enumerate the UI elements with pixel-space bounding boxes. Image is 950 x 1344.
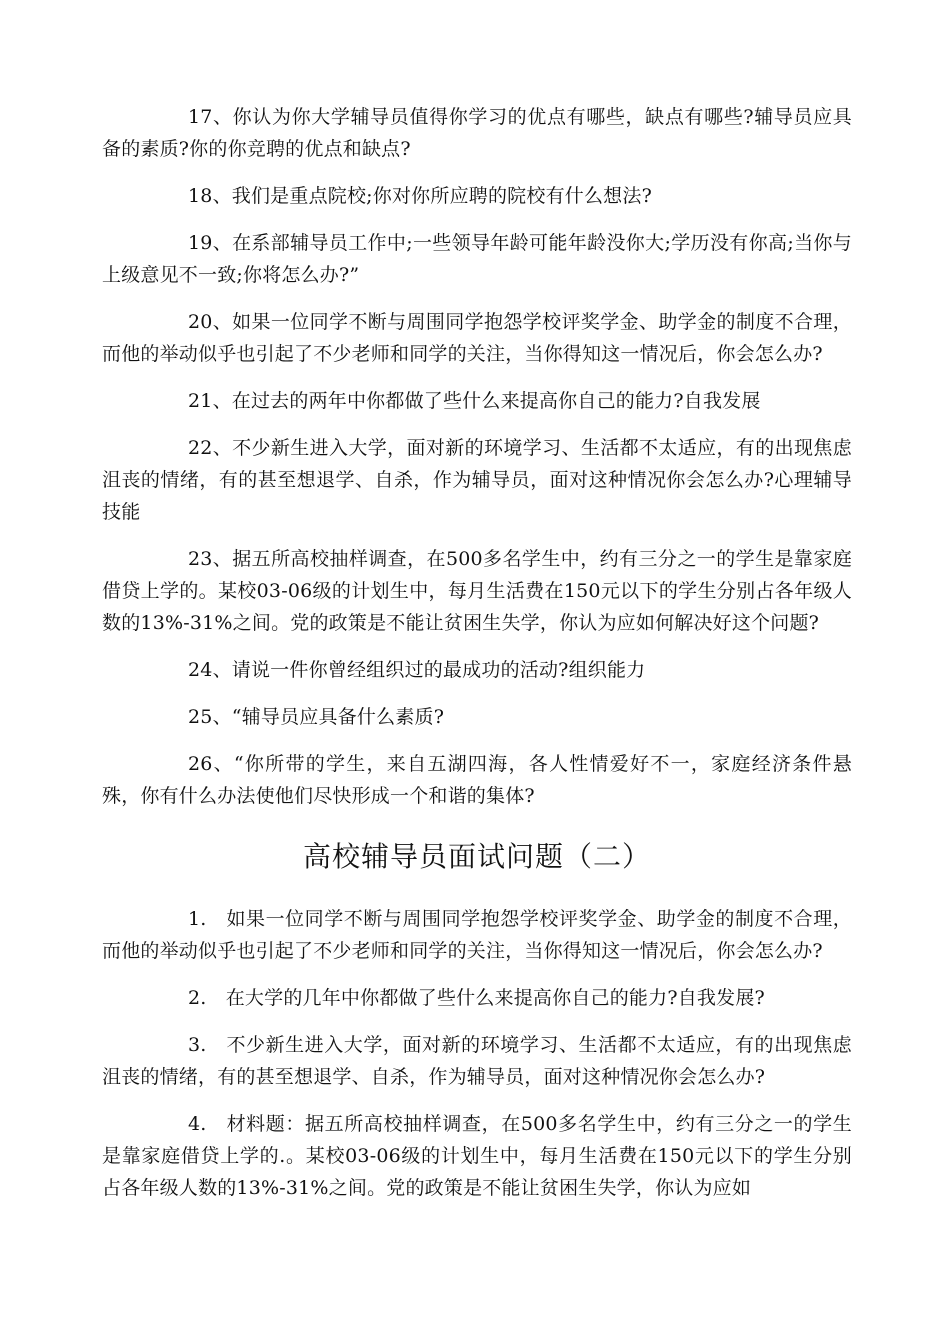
part-two-question-4: 4. 材料题：据五所高校抽样调查，在500多名学生中，约有三分之一的学生是靠家庭借贷上学的.。某校03-06级的计划生中，每月生活费在150元以下的学生分别占各年级人数的13%-31%之间。党的政策是不能让贫困生失学，你认为应如 [102,1113,852,1199]
question-23: 23、据五所高校抽样调查，在500多名学生中，约有三分之一的学生是靠家庭借贷上学的。某校03-06级的计划生中，每月生活费在150元以下的学生分别占各年级人数的13%-31%之间。党的政策是不能让贫困生失学，你认为应如何解决好这个问题? [102,548,852,634]
question-20: 20、如果一位同学不断与周围同学抱怨学校评奖学金、助学金的制度不合理，而他的举动似乎也引起了不少老师和同学的关注，当你得知这一情况后，你会怎么办? [102,311,852,365]
part-two-question-2: 2. 在大学的几年中你都做了些什么来提高你自己的能力?自我发展? [188,987,765,1009]
question-25: 25、“辅导员应具备什么素质? [188,706,445,728]
question-18: 18、我们是重点院校;你对你所应聘的院校有什么想法? [188,185,652,207]
question-22: 22、不少新生进入大学，面对新的环境学习、生活都不太适应，有的出现焦虑沮丧的情绪，有的甚至想退学、自杀，作为辅导员，面对这种情况你会怎么办?心理辅导技能 [102,437,852,523]
question-17: 17、你认为你大学辅导员值得你学习的优点有哪些，缺点有哪些?辅导员应具备的素质?你的你竞聘的优点和缺点? [102,106,852,160]
question-19: 19、在系部辅导员工作中;一些领导年龄可能年龄没你大;学历没有你高;当你与上级意见不一致;你将怎么办?” [102,232,852,286]
part-two-question-3: 3. 不少新生进入大学，面对新的环境学习、生活都不太适应，有的出现焦虑沮丧的情绪，有的甚至想退学、自杀，作为辅导员，面对这种情况你会怎么办? [102,1034,852,1088]
question-24: 24、请说一件你曾经组织过的最成功的活动?组织能力 [188,659,646,681]
question-21: 21、在过去的两年中你都做了些什么来提高你自己的能力?自我发展 [188,390,761,412]
document-body [102,101,852,1219]
question-26: 26、“你所带的学生，来自五湖四海，各人性情爱好不一，家庭经济条件悬殊，你有什么办法使他们尽快形成一个和谐的集体? [102,753,852,807]
part-two-question-1: 1. 如果一位同学不断与周围同学抱怨学校评奖学金、助学金的制度不合理，而他的举动似乎也引起了不少老师和同学的关注，当你得知这一情况后，你会怎么办? [102,908,852,962]
section-two-title: 高校辅导员面试问题（二） [302,840,651,873]
